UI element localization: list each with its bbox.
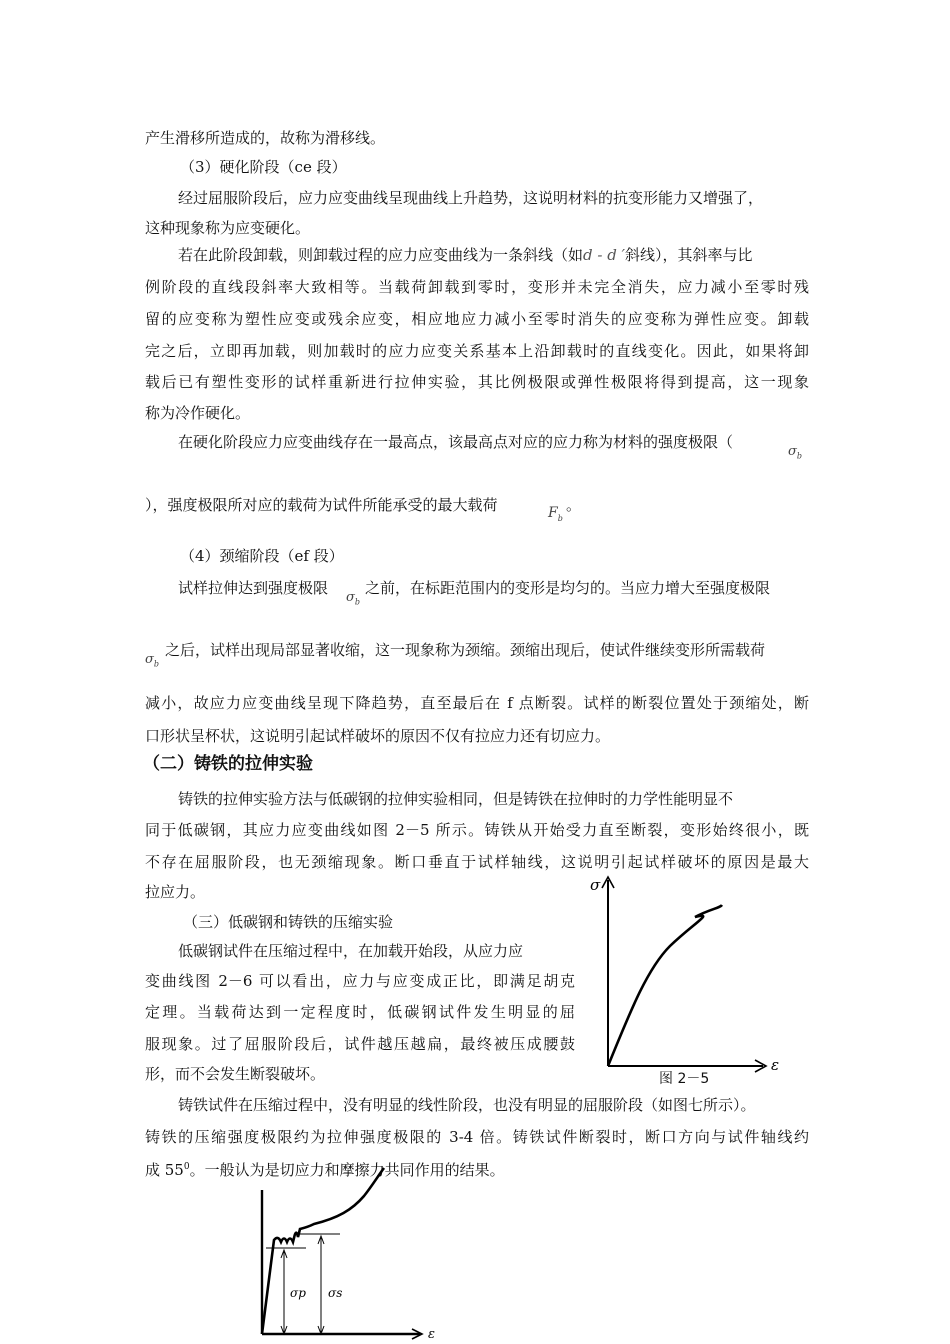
x-axis-label: ε <box>428 1327 435 1342</box>
text-segment: 斜线），其斜率与比 <box>625 246 753 264</box>
figure-2-5-diagram <box>585 872 785 1072</box>
paragraph-line: 。 <box>566 496 582 514</box>
paragraph-line: 铸铁试件在压缩过程中，没有明显的线性阶段，也没有明显的屈服阶段（如图七所示）。 <box>178 1096 756 1114</box>
paragraph-line: 拉应力。 <box>145 883 206 901</box>
sigma-b-symbol: $\sigma_b$ <box>346 590 360 607</box>
stress-strain-curve <box>608 905 722 1066</box>
paragraph-line: 产生滑移所造成的，故称为滑移线。 <box>145 129 386 147</box>
y-axis-label: σ <box>590 876 601 894</box>
section-title-compression: （三）低碳钢和铸铁的压缩实验 <box>183 913 394 931</box>
figure-caption: 图 2－5 <box>659 1071 710 1087</box>
paragraph-line: 铸铁的拉伸实验方法与低碳钢的拉伸实验相同，但是铸铁在拉伸时的力学性能明显不 <box>178 790 734 808</box>
paragraph-line: 载后已有塑性变形的试样重新进行拉伸实验，其比例极限或弹性极限将得到提高，这一现象 <box>145 373 809 391</box>
paragraph-line: 在硬化阶段应力应变曲线存在一最高点，该最高点对应的应力称为材料的强度极限（ <box>178 433 734 451</box>
paragraph-line: 称为冷作硬化。 <box>145 404 251 422</box>
f-b-symbol: $F_b$ <box>548 505 563 523</box>
sigma-b-symbol: $\sigma_b$ <box>788 444 802 461</box>
text-segment: 。一般认为是切应力和摩擦力共同作用的结果。 <box>189 1161 505 1179</box>
superscript-degree: 0 <box>183 1162 190 1172</box>
paragraph-line: 经过屈服阶段后，应力应变曲线呈现曲线上升趋势，这说明材料的抗变形能力又增强了， <box>178 189 764 207</box>
math-symbol: d - d ′ <box>583 246 625 264</box>
sigma-s-label: σs <box>328 1286 343 1300</box>
paragraph-line: 同于低碳钢，其应力应变曲线如图 2－5 所示。铸铁从开始受力直至断裂，变形始终很小，既 <box>145 821 809 839</box>
paragraph-line: 之前，在标距范围内的变形是均匀的。当应力增大至强度极限 <box>365 579 771 597</box>
paragraph-line: 不存在屈服阶段，也无颈缩现象。断口垂直于试样轴线，这说明引起试样破坏的原因是最大 <box>145 853 809 871</box>
paragraph-line: 试样拉伸达到强度极限 <box>178 579 329 597</box>
x-axis-label: ε <box>771 1056 780 1074</box>
text-segment: 若在此阶段卸载，则卸载过程的应力应变曲线为一条斜线（如 <box>178 246 584 264</box>
figure-2-6-diagram <box>248 1168 448 1344</box>
paragraph-line: 留的应变称为塑性应变或残余应变，相应地应力减小至零时消失的应变称为弹性应变。卸载 <box>145 310 809 328</box>
sigma-b-symbol: $\sigma_b$ <box>145 652 159 669</box>
section-heading-cast-iron-tension: （二）铸铁的拉伸实验 <box>143 754 313 774</box>
paragraph-line: 定理。当载荷达到一定程度时，低碳钢试件发生明显的屈 <box>145 1003 575 1021</box>
paragraph-line: 低碳钢试件在压缩过程中，在加载开始段，从应力应 <box>178 942 524 960</box>
paragraph-line: 形，而不会发生断裂破坏。 <box>145 1065 326 1083</box>
paragraph-line <box>178 245 753 265</box>
paragraph-line: 减小，故应力应变曲线呈现下降趋势，直至最后在 f 点断裂。试样的断裂位置处于颈缩处，断 <box>145 694 809 712</box>
paragraph-line: ），强度极限所对应的载荷为试件所能承受的最大载荷 <box>145 496 498 514</box>
paragraph-line: 这种现象称为应变硬化。 <box>145 219 311 237</box>
text-segment: 成 55 <box>145 1161 184 1179</box>
section-title-hardening: （3）硬化阶段（ce 段） <box>180 158 347 176</box>
paragraph-line: 完之后，立即再加载，则加载时的应力应变关系基本上沿卸载时的直线变化。因此，如果将卸 <box>145 342 809 360</box>
x-axis <box>262 1329 422 1339</box>
sigma-s-dimension <box>296 1234 343 1334</box>
sigma-p-label: σp <box>290 1286 306 1300</box>
paragraph-line: 变曲线图 2－6 可以看出，应力与应变成正比，即满足胡克 <box>145 972 575 990</box>
paragraph-line: 例阶段的直线段斜率大致相等。当载荷卸载到零时，变形并未完全消失，应力减小至零时残 <box>145 278 809 296</box>
compression-curve <box>262 1168 384 1334</box>
y-axis <box>602 877 614 1066</box>
paragraph-line: 之后，试样出现局部显著收缩，这一现象称为颈缩。颈缩出现后，使试件继续变形所需载荷 <box>165 641 766 659</box>
section-title-necking: （4）颈缩阶段（ef 段） <box>180 547 344 565</box>
paragraph-line: 服现象。过了屈服阶段后，试件越压越扁，最终被压成腰鼓 <box>145 1035 575 1053</box>
paragraph-line: 口形状呈杯状，这说明引起试样破坏的原因不仅有拉应力还有切应力。 <box>145 727 611 745</box>
paragraph-line: 铸铁的压缩强度极限约为拉伸强度极限的 3-4 倍。铸铁试件断裂时，断口方向与试件轴线约 <box>145 1128 809 1146</box>
